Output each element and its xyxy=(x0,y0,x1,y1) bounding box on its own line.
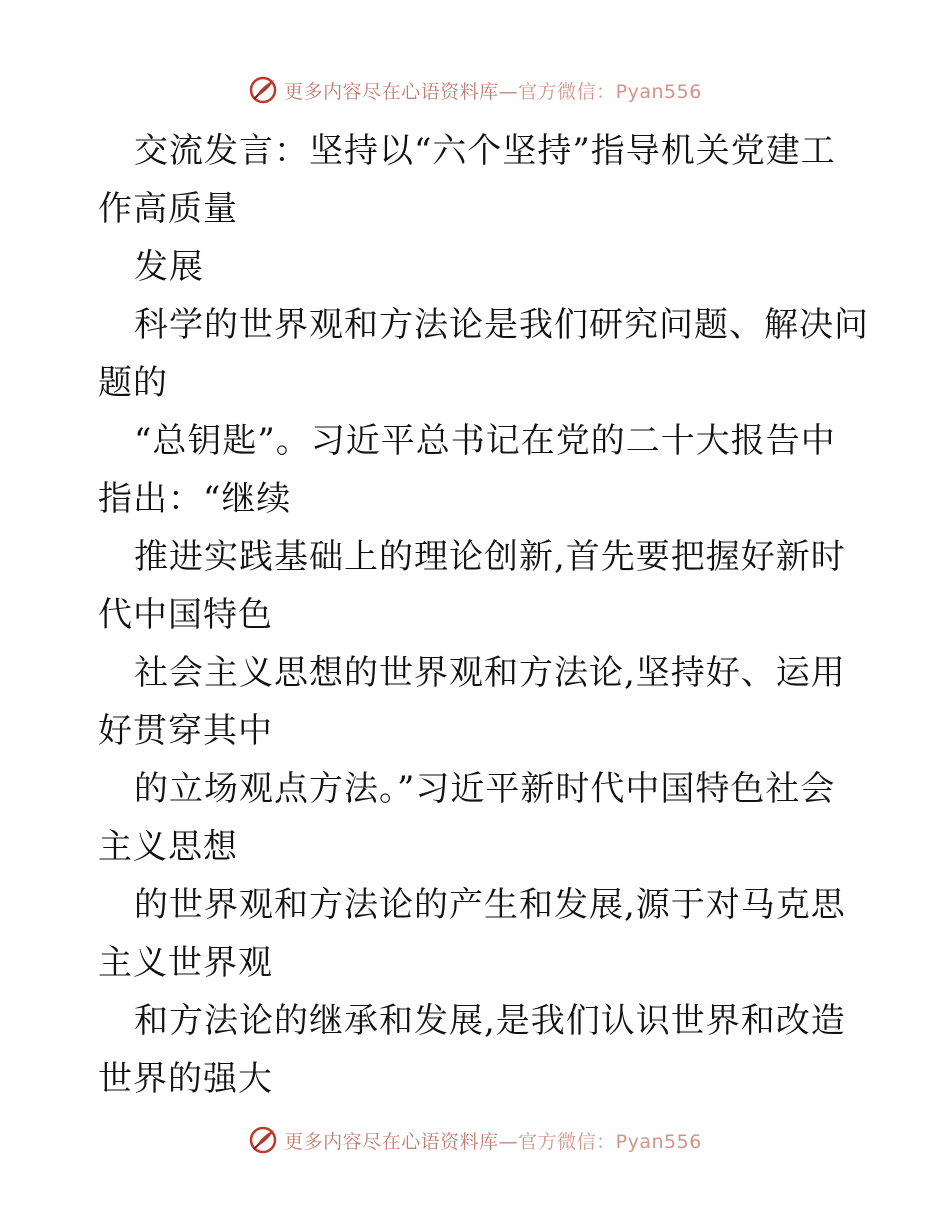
banner-dash: — xyxy=(498,1130,519,1153)
footer-banner xyxy=(0,1120,950,1160)
text-line: 的世界观和方法论的产生和发展,源于对马克思 xyxy=(134,885,846,925)
header-banner xyxy=(0,70,950,110)
text-line: 推进实践基础上的理论创新,首先要把握好新时 xyxy=(134,537,846,577)
text-line: 和方法论的继承和发展,是我们认识世界和改造 xyxy=(134,1001,846,1041)
text-line: 主义思想 xyxy=(98,827,238,867)
banner-wechat-text: 官方微信：Pyan556 xyxy=(518,80,702,103)
text-line: 发展 xyxy=(134,247,204,287)
text-line: “总钥匙”。习近平总书记在党的二十大报告中 xyxy=(134,421,836,461)
document-body xyxy=(98,122,869,1108)
banner-wechat-text: 官方微信：Pyan556 xyxy=(518,1130,702,1153)
banner-text xyxy=(284,1127,702,1154)
text-line: 题的 xyxy=(98,363,168,403)
text-line: 交流发言：坚持以“六个坚持”指导机关党建工 xyxy=(134,131,836,171)
text-line: 主义世界观 xyxy=(98,943,273,983)
quill-logo-icon xyxy=(248,75,278,105)
text-line: 指出：“继续 xyxy=(98,479,292,519)
banner-brand-text: 更多内容尽在心语资料库 xyxy=(284,80,499,103)
banner-dash: — xyxy=(498,80,519,103)
text-line: 世界的强大 xyxy=(98,1059,273,1099)
text-line: 社会主义思想的世界观和方法论,坚持好、运用 xyxy=(134,653,846,693)
text-line: 作高质量 xyxy=(98,189,238,229)
text-line: 的立场观点方法。”习近平新时代中国特色社会 xyxy=(134,769,836,809)
text-line: 好贯穿其中 xyxy=(98,711,273,751)
banner-text xyxy=(284,77,702,104)
banner-brand-text: 更多内容尽在心语资料库 xyxy=(284,1130,499,1153)
text-line: 科学的世界观和方法论是我们研究问题、解决问 xyxy=(134,305,869,345)
quill-logo-icon xyxy=(248,1125,278,1155)
text-line: 代中国特色 xyxy=(98,595,273,635)
